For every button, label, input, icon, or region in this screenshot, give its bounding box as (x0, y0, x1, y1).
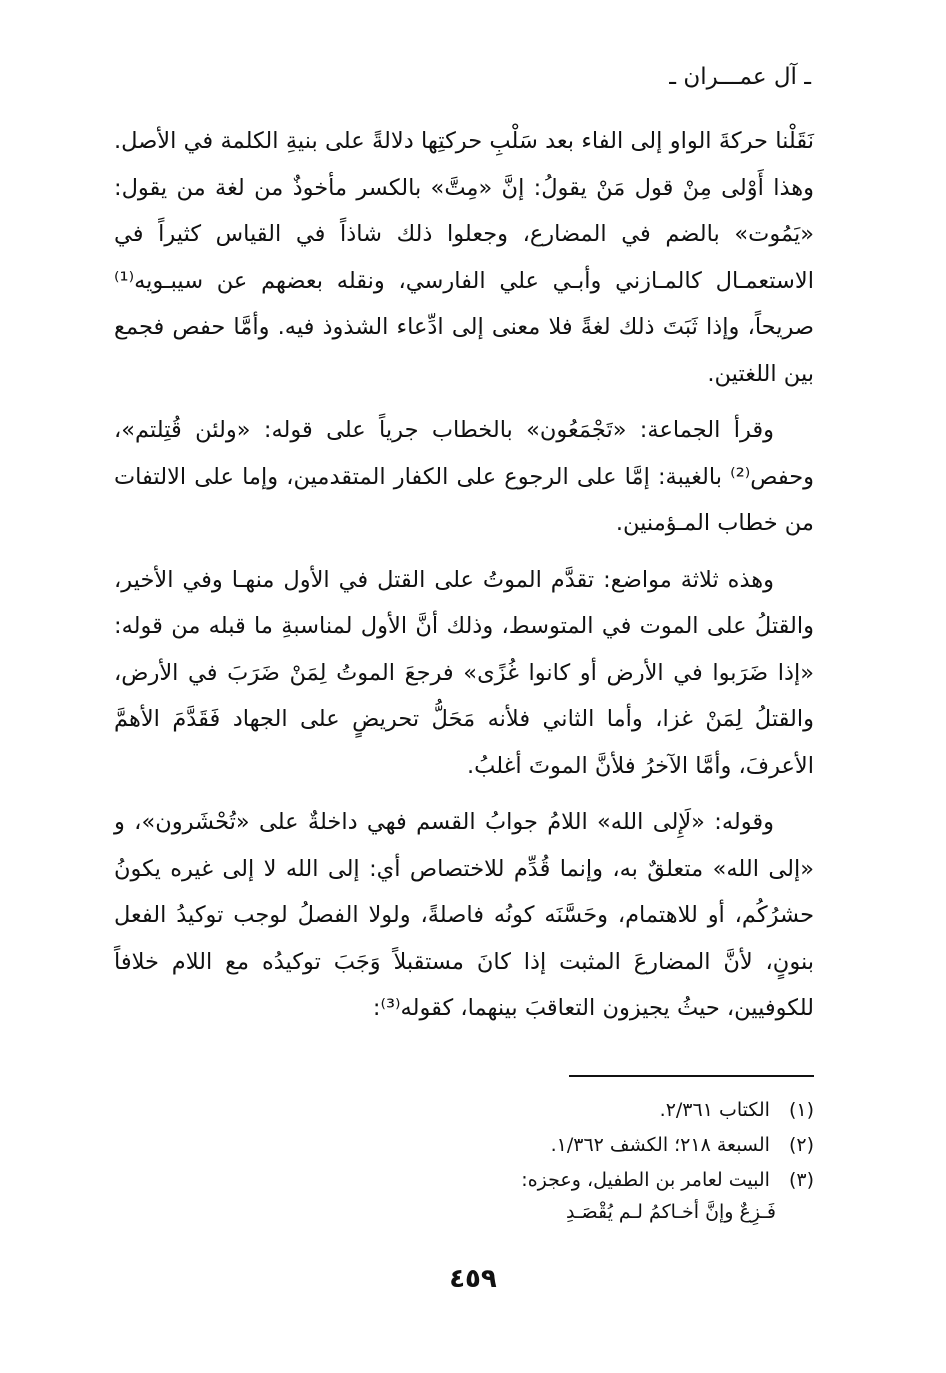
footnote-item (114, 1093, 814, 1128)
footnote-text: السبعة ٢١٨؛ الكشف ١/٣٦٢. (550, 1134, 770, 1156)
footnote-number: (٣) (788, 1169, 814, 1191)
paragraph: وقوله: «لَإِلى الله» اللامُ جوابُ القسم فهي داخلةٌ على «تُحْشَرون»، و «إلى الله» متعلقٌ به، وإنما قُدِّم للاختصاص أي: إلى الله لا إلى غيره يكونُ حشرُكُم، أو للاهتمام، وحَسَّنَه كونُه فاصلةً، ولولا الفصلُ لوجب توكيدُ الفعل بنونٍ، لأنَّ المضارعَ المثبت إذا كانَ مستقبلاً وَجَبَ توكيدُه مع اللام خلافاً للكوفيين، حيثُ يجيزون التعاقبَ بينهما، كقوله⁽³⁾: (114, 809, 814, 1021)
footnote-text: الكتاب ٢/٣٦١. (659, 1099, 770, 1121)
footnotes (114, 1093, 814, 1198)
paragraph: نَقَلْنا حركةَ الواو إلى الفاء بعد سَلْبِ حركتِها دلالةً على بنيةِ الكلمة في الأصل. وهذا أَوْلى مِنْ قول مَنْ يقولُ: إنَّ «مِتَّ» بالكسر مأخوذٌ من لغة من يقول: «يَمُوت» بالضم في المضارع، وجعلوا ذلك شاذاً في القياس كثيراً في الاستعمـال كالمـازني وأبـي علي الفارسي، ونقله بعضهم عن سيبـويه⁽¹⁾ صريحاً، وإذا ثَبَتَ ذلك لغةً فلا معنى إلى ادِّعاء الشذوذ فيه. وأمَّا حفص فجمع بين اللغتين. (114, 128, 814, 387)
page-number: ٤٥٩ (449, 1264, 497, 1294)
paragraph: وقرأ الجماعة: «تَجْمَعُون» بالخطاب جرياً على قوله: «ولئن قُتِلتم»، وحفص⁽²⁾ بالغيبة: إمَّا على الرجوع على الكفار المتقدمين، وإما على الالتفات من خطاب المـؤمنين. (114, 417, 814, 536)
paragraph: وهذه ثلاثة مواضع: تقدَّم الموتُ على القتل في الأول منهـا وفي الأخير، والقتلُ على الموت في المتوسط، وذلك أنَّ الأول لمناسبةِ ما قبله من قوله: «إذا ضَرَبوا في الأرض أو كانوا غُزًى» فرجعَ الموتُ لِمَنْ ضَرَبَ في الأرض، والقتلُ لِمَنْ غزا، وأما الثاني فلأنه مَحَلُّ تحريضٍ على الجهاد فَقَدَّمَ الأهمَّ الأعرفَ، وأمَّا الآخرُ فلأنَّ الموتَ أغلبُ. (114, 566, 814, 779)
footnote-number: (٢) (788, 1134, 814, 1156)
main-text (114, 118, 814, 1032)
footnote-item (114, 1128, 814, 1163)
footnote-item (114, 1163, 814, 1198)
footnote-separator (569, 1075, 814, 1077)
footnote-verse: فَـزِعٌ وإنَّ أخـاكمُ لـم يُقْصَـدِ (565, 1201, 776, 1223)
running-title: ـ آل عمـــران ـ (669, 64, 811, 90)
footnote-number: (١) (788, 1099, 814, 1121)
footnote-text: البيت لعامر بن الطفيل، وعجزه: (521, 1169, 770, 1191)
